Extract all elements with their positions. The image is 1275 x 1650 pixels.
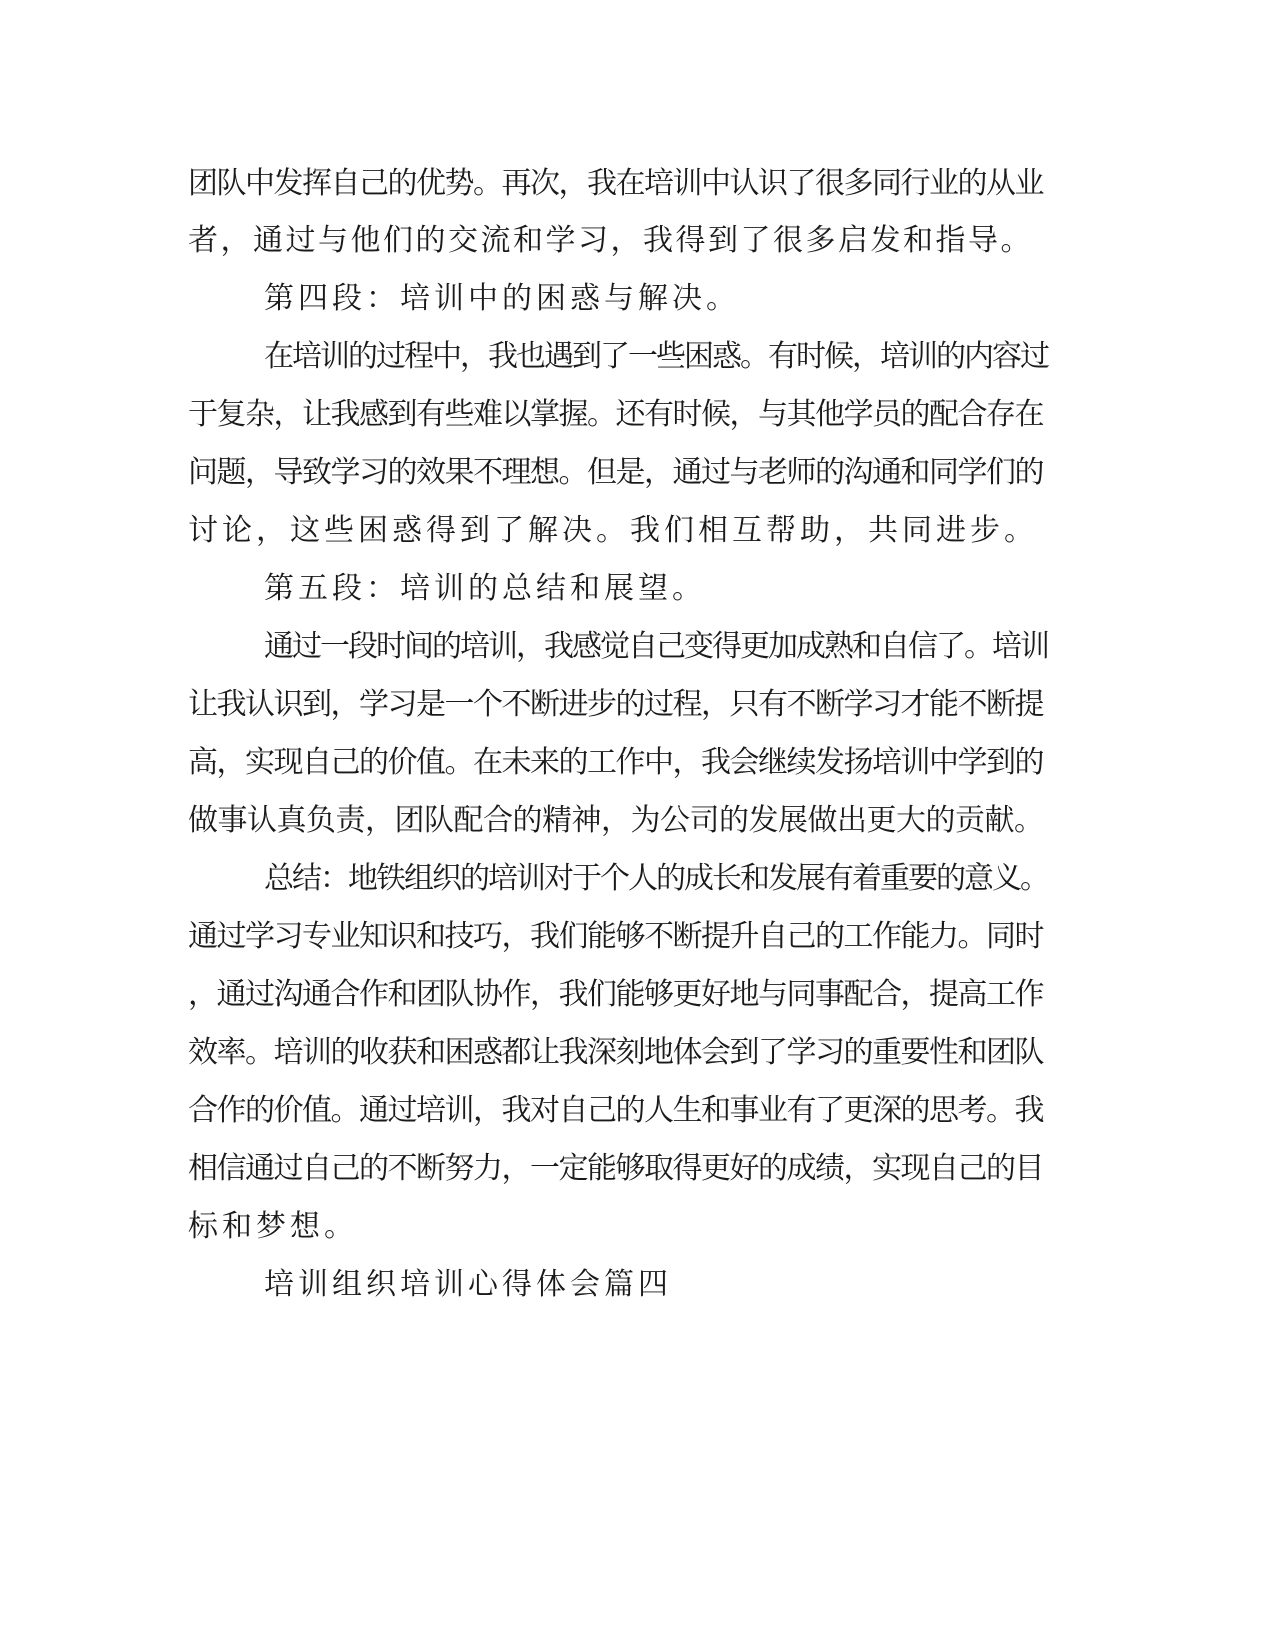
section-heading: 第四段：培训中的困惑与解决。 (264, 281, 740, 316)
text-line: 者，通过与他们的交流和学习，我得到了很多启发和指导。 (188, 223, 1033, 258)
text-line: 问题，导致学习的效果不理想。但是，通过与老师的沟通和同学们的 (188, 455, 1043, 490)
text-line: 于复杂，让我感到有些难以掌握。还有时候，与其他学员的配合存在 (188, 397, 1043, 432)
text-line: 做事认真负责，团队配合的精神，为公司的发展做出更大的贡献。 (188, 803, 1044, 838)
text-line: 通过一段时间的培训，我感觉自己变得更加成熟和自信了。培训 (264, 629, 1048, 664)
text-line: 标和梦想。 (188, 1209, 358, 1244)
text-line: 团队中发挥自己的优势。再次，我在培训中认识了很多同行业的从业 (188, 166, 1043, 201)
text-line: 合作的价值。通过培训，我对自己的人生和事业有了更深的思考。我 (188, 1093, 1043, 1128)
text-line: 总结：地铁组织的培训对于个人的成长和发展有着重要的意义。 (264, 861, 1048, 896)
text-line: 讨论，这些困惑得到了解决。我们相互帮助，共同进步。 (188, 513, 1038, 548)
text-line: 高，实现自己的价值。在未来的工作中，我会继续发扬培训中学到的 (188, 745, 1043, 780)
text-line: 让我认识到，学习是一个不断进步的过程，只有不断学习才能不断提 (188, 687, 1043, 722)
section-heading: 第五段：培训的总结和展望。 (264, 571, 706, 606)
text-line: ，通过沟通合作和团队协作，我们能够更好地与同事配合，提高工作 (188, 977, 1043, 1012)
section-title: 培训组织培训心得体会篇四 (264, 1267, 672, 1302)
text-line: 效率。培训的收获和困惑都让我深刻地体会到了学习的重要性和团队 (188, 1035, 1043, 1070)
text-line: 相信通过自己的不断努力，一定能够取得更好的成绩，实现自己的目 (188, 1151, 1043, 1186)
text-line: 在培训的过程中，我也遇到了一些困惑。有时候，培训的内容过 (264, 339, 1048, 374)
text-line: 通过学习专业知识和技巧，我们能够不断提升自己的工作能力。同时 (188, 919, 1043, 954)
